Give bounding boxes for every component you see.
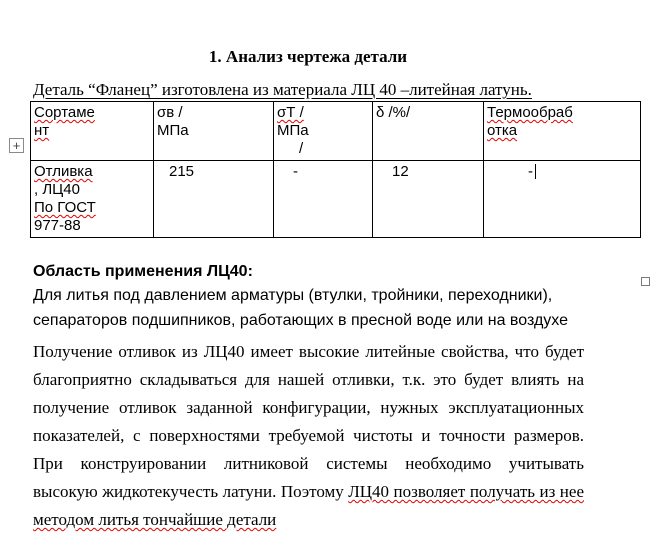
cell-text: отка (487, 122, 518, 139)
cell-text: нт (34, 122, 50, 139)
header-cell-heat-treatment[interactable] (484, 102, 641, 161)
cell-text: 977-88 (34, 217, 81, 234)
cell-sigma-v-value[interactable] (154, 161, 274, 238)
properties-text: Получение отливок из ЛЦ40 имеет высокие литейные свойства, что будет благоприятно складываться для нашей отливки, т.к. это будет влиять на получение отливок заданной конфигурации, нужных эксплуатационных показателей, с поверхностями требуемой чистоты и точности размеров. При конструировании литниковой системы необходимо учитывать высокую жидкотекучесть латуни. Поэтому (33, 342, 584, 501)
table-move-handle-icon[interactable]: + (9, 138, 24, 153)
material-properties-table (30, 101, 641, 238)
cell-casting-name[interactable] (31, 161, 154, 238)
cell-text: - (528, 163, 533, 180)
cell-text: МПа (277, 122, 309, 139)
cell-text: Сортаме (34, 104, 95, 121)
cell-text: δ /%/ (376, 104, 411, 121)
cell-text: Отливка (34, 163, 93, 180)
cell-heat-treatment-value[interactable] (484, 161, 641, 238)
cell-text: 12 (392, 163, 409, 180)
cell-text: , ЛЦ40 (34, 181, 80, 198)
properties-last-line: ЛЦ40 позволяет получать из нее методом литья тончайшие детали (33, 482, 584, 529)
application-heading[interactable]: Область применения ЛЦ40: (33, 263, 253, 280)
cell-text: По ГОСТ (34, 199, 96, 216)
cell-text: Термообраб (487, 104, 573, 121)
intro-paragraph[interactable] (33, 79, 598, 100)
cell-delta-value[interactable] (373, 161, 484, 238)
page-title: 1. Анализ чертежа детали (208, 47, 408, 66)
cell-text: σв / (157, 104, 183, 121)
casting-properties-paragraph[interactable] (33, 338, 584, 534)
intro-text: Деталь “Фланец” изготовлена из материала ЛЦ 40 –литейная латунь. (33, 80, 532, 99)
table-resize-handle[interactable] (641, 277, 650, 286)
cell-text: 215 (169, 163, 195, 180)
table-header-row (31, 102, 641, 161)
cell-text: / (299, 140, 304, 157)
header-cell-sigma-v[interactable] (154, 102, 274, 161)
cell-sigma-t-value[interactable] (274, 161, 373, 238)
header-cell-sortament[interactable] (31, 102, 154, 161)
cell-text: - (293, 163, 298, 180)
header-cell-delta[interactable] (373, 102, 484, 161)
table-data-row (31, 161, 641, 238)
text-cursor (535, 164, 536, 179)
cell-text: МПа (157, 122, 189, 139)
cell-text: σТ / (277, 104, 304, 121)
header-cell-sigma-t[interactable] (274, 102, 373, 161)
application-paragraph[interactable]: Для литья под давлением арматуры (втулки, тройники, переходники), сепараторов подшипников, работающих в пресной воде или на воздухе (33, 287, 569, 329)
